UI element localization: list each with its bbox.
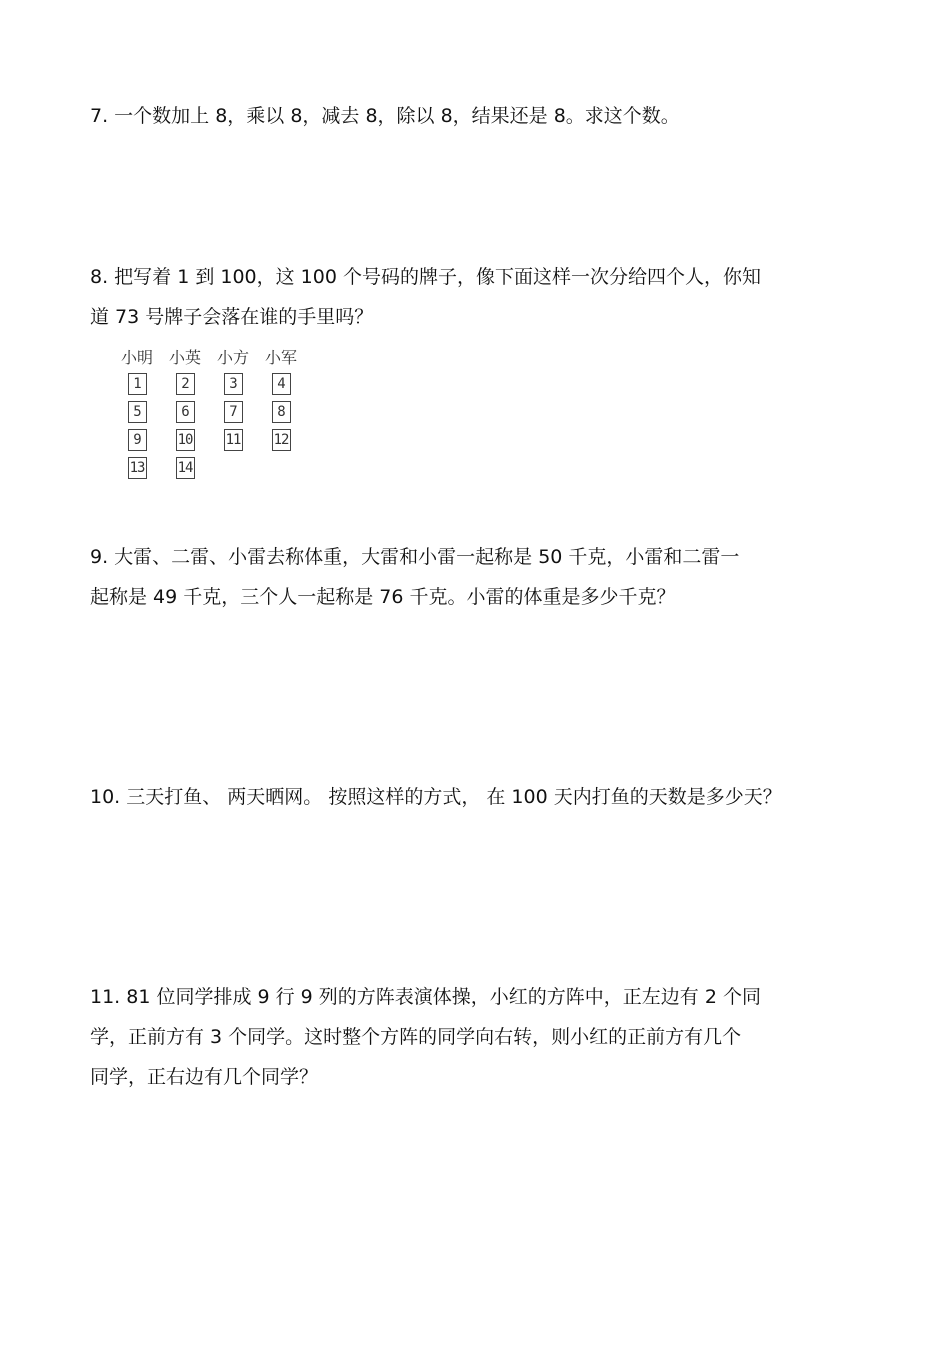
question-8-line: 道 73 号牌子会落在谁的手里吗？: [90, 306, 374, 328]
number-card: 10: [176, 429, 195, 451]
number-card: 7: [224, 401, 243, 423]
number-card: 11: [224, 429, 243, 451]
question-7-line: 7. 一个数加上 8，乘以 8，减去 8，除以 8，结果还是 8。求这个数。: [90, 105, 680, 127]
card-column-xiaoming: [113, 343, 161, 485]
number-card: 4: [272, 373, 291, 395]
number-card: 8: [272, 401, 291, 423]
question-11-line: 学，正前方有 3 个同学。这时整个方阵的同学向右转，则小红的正前方有几个: [90, 1026, 742, 1048]
column-name: 小明: [120, 348, 153, 367]
question-9-line: 起称是 49 千克，三个人一起称是 76 千克。小雷的体重是多少千克？: [90, 586, 676, 608]
question-8-line: 8. 把写着 1 到 100，这 100 个号码的牌子，像下面这样一次分给四个人，你知: [90, 266, 761, 288]
card-column-xiaoying: [161, 343, 209, 485]
number-card: 12: [272, 429, 291, 451]
column-name: 小英: [168, 348, 201, 367]
column-name: 小方: [216, 348, 249, 367]
number-card: 9: [128, 429, 147, 451]
question-11: [90, 977, 761, 1097]
question-9-line: 9. 大雷、二雷、小雷去称体重，大雷和小雷一起称是 50 千克，小雷和二雷一: [90, 546, 740, 568]
question-9: [90, 537, 739, 617]
question-10-line: 10. 三天打鱼、 两天晒网。 按照这样的方式， 在 100 天内打鱼的天数是多少天？: [90, 786, 782, 808]
number-card: 5: [128, 401, 147, 423]
number-card: 1: [128, 373, 147, 395]
card-distribution-table: [113, 343, 313, 493]
question-11-line: 11. 81 位同学排成 9 行 9 列的方阵表演体操，小红的方阵中，正左边有 2 个同: [90, 986, 761, 1008]
card-column-xiaofang: [209, 343, 257, 457]
number-card: 14: [176, 457, 195, 479]
number-card: 2: [176, 373, 195, 395]
question-10: [90, 777, 782, 817]
number-card: 3: [224, 373, 243, 395]
number-card: 6: [176, 401, 195, 423]
question-7: [90, 96, 680, 136]
card-column-xiaojun: [257, 343, 305, 457]
question-11-line: 同学，正右边有几个同学？: [90, 1066, 319, 1088]
column-name: 小军: [264, 348, 297, 367]
number-card: 13: [128, 457, 147, 479]
question-8: [90, 257, 761, 337]
